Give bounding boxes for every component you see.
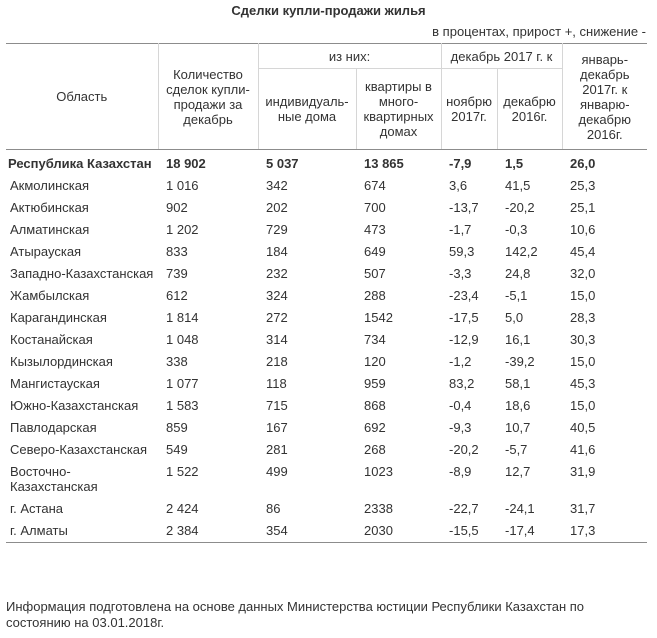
value-cell: -3,3 [449, 266, 472, 281]
value-cell: 118 [266, 376, 287, 391]
region-cell: Карагандинская [10, 310, 107, 325]
value-cell: -39,2 [505, 354, 535, 369]
header-deals-count: Количество сделок купли-продажи за декабрь [158, 44, 258, 150]
region-cell: Актюбинская [10, 200, 89, 215]
value-cell: 12,7 [505, 464, 531, 479]
region-cell: г. Алматы [6, 520, 158, 543]
value-cell: 549 [166, 442, 188, 457]
region-cell: г. Астана [10, 501, 63, 516]
header-jan-dec: январь-декабрь 2017г. к январю-декабрю 2016г. [562, 44, 647, 150]
table-row [6, 461, 647, 498]
value-cell: 734 [364, 332, 386, 347]
value-cell: 1 016 [166, 178, 199, 193]
value-cell: 32,0 [570, 266, 596, 281]
value-cell: 324 [266, 288, 288, 303]
region-cell: Кызылординская [10, 354, 113, 369]
value-cell: 902 [166, 200, 188, 215]
value-cell: 473 [364, 222, 386, 237]
value-cell: -8,9 [449, 464, 472, 479]
value-cell: -1,2 [449, 354, 472, 369]
region-cell: Восточно-Казахстанская [10, 464, 98, 494]
value-cell: 59,3 [449, 244, 475, 259]
value-cell: -13,7 [449, 200, 479, 215]
region-cell: Западно-Казахстанская [10, 266, 154, 281]
value-cell: -7,9 [449, 156, 472, 171]
header-nov2017: ноябрю 2017г. [441, 69, 497, 150]
value-cell: 167 [266, 420, 288, 435]
value-cell: 1 048 [166, 332, 199, 347]
value-cell: -17,4 [497, 520, 562, 543]
value-cell: 959 [364, 376, 386, 391]
header-dec2017-to: декабрь 2017 г. к [441, 44, 562, 69]
value-cell: 354 [258, 520, 356, 543]
value-cell: 649 [364, 244, 386, 259]
table-row [6, 417, 647, 439]
header-region: Область [6, 44, 158, 150]
value-cell: -0,3 [505, 222, 528, 237]
table-row [6, 329, 647, 351]
value-cell: 314 [266, 332, 288, 347]
value-cell: 41,5 [505, 178, 531, 193]
value-cell: 729 [266, 222, 288, 237]
value-cell: 1 583 [166, 398, 199, 413]
value-cell: 15,0 [570, 398, 596, 413]
value-cell: 342 [266, 178, 288, 193]
value-cell: 24,8 [505, 266, 531, 281]
value-cell: -15,5 [441, 520, 497, 543]
value-cell: 739 [166, 266, 188, 281]
value-cell: 833 [166, 244, 188, 259]
value-cell: 18 902 [166, 156, 206, 171]
value-cell: -24,1 [505, 501, 535, 516]
value-cell: 218 [266, 354, 288, 369]
region-cell: Республика Казахстан [8, 156, 152, 171]
value-cell: 26,0 [570, 156, 596, 171]
source-note: Информация подготовлена на основе данных Министерства юстиции Республики Казахстан по состоянию на 03.01.2018г. [6, 599, 585, 630]
value-cell: 184 [266, 244, 288, 259]
value-cell: 612 [166, 288, 188, 303]
value-cell: 202 [266, 200, 288, 215]
table-row [6, 520, 647, 543]
value-cell: 2 384 [158, 520, 258, 543]
value-cell: 338 [166, 354, 188, 369]
value-cell: -22,7 [449, 501, 479, 516]
table-row [6, 285, 647, 307]
value-cell: 40,5 [570, 420, 596, 435]
header-of-them: из них: [258, 44, 441, 69]
value-cell: 272 [266, 310, 288, 325]
table-row [6, 373, 647, 395]
value-cell: 31,7 [570, 501, 596, 516]
table-row [6, 395, 647, 417]
header-houses: индивидуаль-ные дома [258, 69, 356, 150]
region-cell: Северо-Казахстанская [10, 442, 148, 457]
value-cell: 859 [166, 420, 188, 435]
region-cell: Южно-Казахстанская [10, 398, 139, 413]
value-cell: -23,4 [449, 288, 479, 303]
value-cell: 15,0 [570, 354, 596, 369]
value-cell: -1,7 [449, 222, 472, 237]
value-cell: 700 [364, 200, 386, 215]
table-row [6, 307, 647, 329]
table-row [6, 263, 647, 285]
value-cell: 10,7 [505, 420, 531, 435]
table-row-total [6, 150, 647, 176]
value-cell: 142,2 [505, 244, 538, 259]
value-cell: 10,6 [570, 222, 596, 237]
value-cell: 268 [364, 442, 386, 457]
value-cell: 674 [364, 178, 386, 193]
value-cell: 3,6 [449, 178, 468, 193]
value-cell: 692 [364, 420, 386, 435]
table-row [6, 197, 647, 219]
value-cell: 31,9 [570, 464, 596, 479]
value-cell: 868 [364, 398, 386, 413]
value-cell: 2 424 [166, 501, 199, 516]
value-cell: 1 077 [166, 376, 199, 391]
table-row [6, 241, 647, 263]
value-cell: -12,9 [449, 332, 479, 347]
value-cell: 58,1 [505, 376, 531, 391]
table-row [6, 439, 647, 461]
table-body [6, 150, 647, 543]
table-row [6, 351, 647, 373]
region-cell: Павлодарская [10, 420, 97, 435]
value-cell: 2030 [356, 520, 441, 543]
value-cell: 45,4 [570, 244, 596, 259]
value-cell: 507 [364, 266, 386, 281]
region-cell: Жамбылская [10, 288, 90, 303]
value-cell: -17,5 [449, 310, 479, 325]
value-cell: -0,4 [449, 398, 472, 413]
value-cell: 5,0 [505, 310, 524, 325]
value-cell: 499 [266, 464, 288, 479]
region-cell: Мангистауская [10, 376, 100, 391]
value-cell: 41,6 [570, 442, 596, 457]
value-cell: 1 202 [166, 222, 199, 237]
value-cell: 83,2 [449, 376, 475, 391]
value-cell: 1023 [364, 464, 393, 479]
value-cell: -9,3 [449, 420, 472, 435]
value-cell: -20,2 [505, 200, 535, 215]
region-cell: Алматинская [10, 222, 90, 237]
value-cell: 15,0 [570, 288, 596, 303]
value-cell: 25,3 [570, 178, 596, 193]
table-row [6, 498, 647, 520]
table-row [6, 219, 647, 241]
value-cell: -20,2 [449, 442, 479, 457]
value-cell: 25,1 [570, 200, 596, 215]
value-cell: 1 522 [166, 464, 199, 479]
value-cell: 18,6 [505, 398, 531, 413]
value-cell: 28,3 [570, 310, 596, 325]
value-cell: 16,1 [505, 332, 531, 347]
value-cell: 13 865 [364, 156, 404, 171]
value-cell: -5,1 [505, 288, 528, 303]
value-cell: 5 037 [266, 156, 299, 171]
region-cell: Атырауская [10, 244, 82, 259]
value-cell: 86 [266, 501, 281, 516]
value-cell: 715 [266, 398, 288, 413]
units-note: в процентах, прирост +, снижение - [432, 24, 646, 39]
housing-deals-table [6, 43, 647, 543]
value-cell: 1542 [364, 310, 393, 325]
value-cell: 1,5 [505, 156, 524, 171]
region-cell: Костанайская [10, 332, 93, 347]
value-cell: -5,7 [505, 442, 528, 457]
value-cell: 281 [266, 442, 288, 457]
value-cell: 45,3 [570, 376, 596, 391]
region-cell: Акмолинская [10, 178, 90, 193]
value-cell: 17,3 [562, 520, 647, 543]
value-cell: 30,3 [570, 332, 596, 347]
value-cell: 232 [266, 266, 288, 281]
value-cell: 120 [364, 354, 386, 369]
value-cell: 288 [364, 288, 386, 303]
table-title: Сделки купли-продажи жилья [231, 3, 426, 18]
header-apartments: квартиры в много-квартирных домах [356, 69, 441, 150]
table-row [6, 175, 647, 197]
value-cell: 2338 [364, 501, 393, 516]
header-dec2016: декабрю 2016г. [497, 69, 562, 150]
value-cell: 1 814 [166, 310, 199, 325]
